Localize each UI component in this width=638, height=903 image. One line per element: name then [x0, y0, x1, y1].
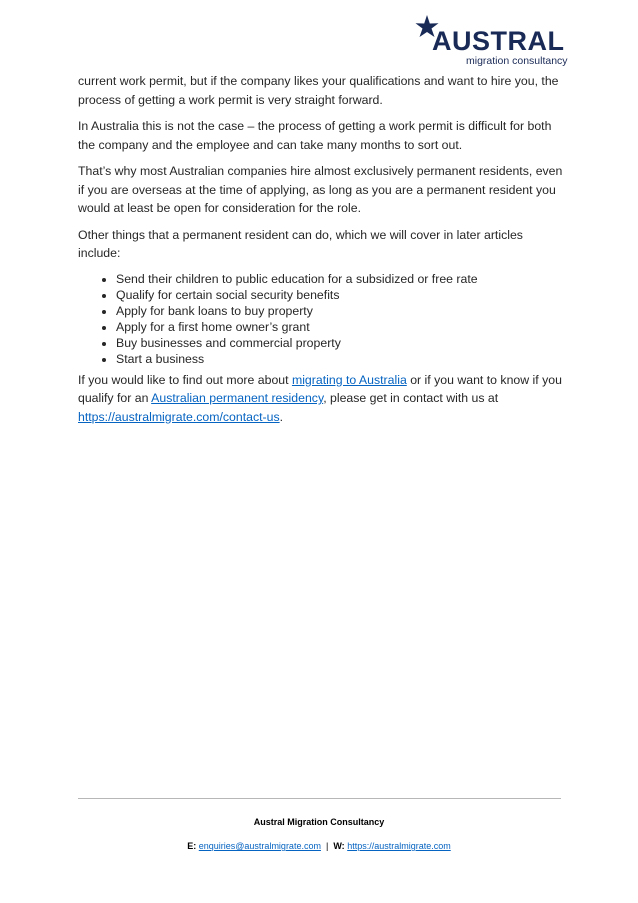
- list-item: • Apply for bank loans to buy property: [116, 303, 564, 319]
- paragraph-australia-work-permit: In Australia this is not the case – the process of getting a work permit is difficult for both the company and the employee and can take many months to sort out.: [78, 119, 552, 152]
- migrating-to-australia-link[interactable]: migrating to Australia: [291, 372, 407, 387]
- footer-email-link[interactable]: enquiries@australmigrate.com: [198, 841, 321, 851]
- footer-divider: [78, 798, 561, 799]
- contact-text-4: .: [279, 409, 284, 424]
- list-item: • Qualify for certain social security benefits: [116, 287, 564, 303]
- footer-contact-line: [0, 841, 638, 851]
- contact-text-1: If you would like to find out more about: [78, 372, 292, 387]
- logo-tagline: migration consultancy: [466, 55, 568, 67]
- list-item: • Start a business: [116, 351, 564, 367]
- paragraph-other-things: Other things that a permanent resident can do, which we will cover in later articles include:: [78, 227, 523, 260]
- permanent-residency-link[interactable]: Australian permanent residency: [151, 391, 324, 405]
- list-item: • Send their children to public education for a subsidized or free rate: [116, 271, 564, 287]
- list-item: • Buy businesses and commercial property: [116, 335, 564, 351]
- paragraph-work-permit-intro: current work permit, but if the company likes your qualifications and want to hire you, the process of getting a work permit is very straight forward.: [78, 74, 559, 107]
- paragraph-contact: [78, 371, 564, 427]
- footer-web-link[interactable]: https://australmigrate.com: [347, 841, 451, 851]
- contact-us-link[interactable]: https://australmigrate.com/contact-us: [78, 409, 280, 424]
- benefits-list: [78, 271, 564, 367]
- austral-logo: [410, 14, 570, 70]
- article-body: [78, 72, 564, 434]
- contact-text-2: or if you want to know if you qualify for an: [78, 372, 562, 405]
- footer-company-name: Austral Migration Consultancy: [253, 817, 385, 827]
- web-label: W:: [333, 841, 345, 851]
- logo-wordmark: AUSTRAL: [432, 26, 565, 56]
- contact-text-3: , please get in contact with us at: [323, 391, 499, 405]
- footer-separator: |: [325, 841, 329, 851]
- paragraph-permanent-residents: That’s why most Australian companies hire almost exclusively permanent residents, even if you are overseas at the time of applying, as long as you are a permanent resident you would at least be open for consideration for the role.: [78, 164, 563, 215]
- email-label: E:: [187, 841, 197, 851]
- list-item: • Apply for a first home owner’s grant: [116, 319, 564, 335]
